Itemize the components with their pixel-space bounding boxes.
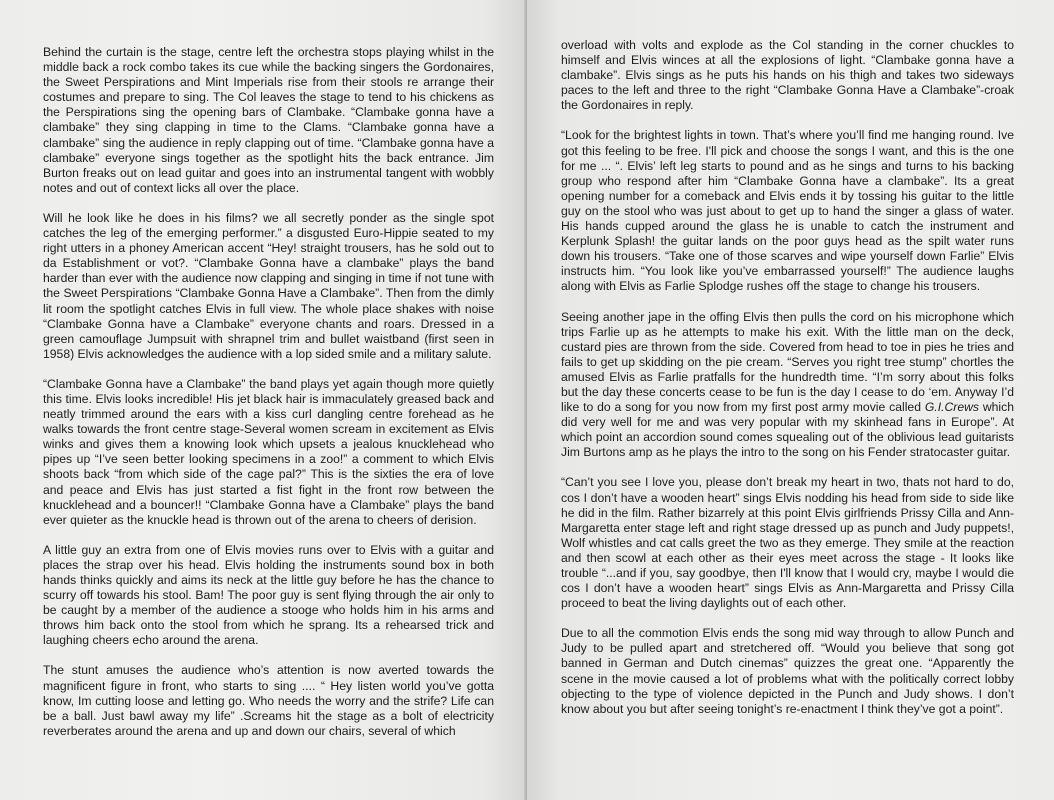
right-paragraph-2: “Look for the brightest lights in town. That’s where you’ll find me hanging round. Ive got this feeling to be free. I'll pick and choose the songs I want, and this is the one for me ... “. Elvis’ left leg starts to pound and as he sings and turns to his backing group who respond after him “Clambake Gonna have a clambake”. Its a great opening number for a comeback and Elvis ends it by tossing his guitar to the little guy on the stool who was just about to get up to hand the singer a glass of water. His hands cupped around the glass he is unable to catch the instrument and Kerplunk Splash! the guitar lands on the poor guys head as the spilt water runs down his trousers. “Take one of those scarves and wipe yourself down Farlie” Elvis instructs him. “You look like you’ve embarrassed yourself!” The audience laughs along with Elvis as Farlie Splodge rushes off the stage to change his trousers. xyxy=(561,128,1014,294)
left-paragraph-2: Will he look like he does in his films? we all secretly ponder as the single spot catches the leg of the emerging performer.” a disgusted Euro-Hippie seated to my right utters in a phoney American accent “Hey! straight trousers, has he sold out to da Establishment or vot?. “Clambake Gonna have a clambake” plays the band harder than ever with the audience now clapping and singing in time if not tune with the Sweet Perspirations “Clambake Gonna Have a Clambake”. Then from the dimly lit room the spotlight catches Elvis in full view. The whole place shakes with noise “Clambake Gonna have a Clambake” everyone chants and roars. Dressed in a green camouflage Jumpsuit with shrapnel trim and bullet waistband (first seen in 1958) Elvis acknowledges the audience with a lop sided smile and a military salute. xyxy=(43,210,494,361)
right-paragraph-4: “Can’t you see I love you, please don’t break my heart in two, thats not hard to do, cos I don’t have a wooden heart” sings Elvis nodding his head from side to side like he did in the film. Rather bizarrely at this point Elvis girlfriends Prissy Cilla and Ann-Margaretta enter stage left and right stage dressed up as punch and Judy puppets!, Wolf whistles and cat calls greet the two as they emerge. They smile at the reaction and then scowl at each other as their eyes meet across the stage - It looks like trouble “...and if you, say goodbye, then I'll know that I would cry, maybe I would die cos I don’t have a wooden heart” sings Elvis as Ann-Margaretta and Prissy Cilla proceed to beat the living daylights out of each other. xyxy=(561,475,1014,611)
left-paragraph-5: The stunt amuses the audience who’s attention is now averted towards the magnificent figure in front, who starts to sing .... “ Hey listen world you’ve gotta know, Im cutting loose and letting go. Who needs the worry and the strife? Life can be a ball. Just bawl away my life” .Screams hit the stage as a bolt of electricity reverberates around the arena and up and down our chairs, several of which xyxy=(43,663,494,738)
right-page xyxy=(527,0,1054,800)
right-paragraph-1: overload with volts and explode as the Col standing in the corner chuckles to himself and Elvis winces at all the explosions of light. “Clambake gonna have a clambake”. Elvis sings as he puts his hands on his thigh and takes two sideways paces to the left and three to the right “Clambake Gonna Have a Clambake”-croak the Gordonaires in reply. xyxy=(561,38,1014,113)
right-paragraph-3-text-a: Seeing another jape in the offing Elvis then pulls the cord on his microphone which trips Farlie up as he attempts to make his exit. With the little man on the deck, custard pies are thrown from the side. Covered from head to toe in pies he tries and fails to get up skidding on the pie cream. “Serves you right tree stump” chortles the amused Elvis as Farlie pratfalls for the hundredth time. “I’m sorry about this folks but the day these concerts cease to be fun is the day I cease to do ‘em. Anyway I’d like to do a song for you now from my first post army movie called xyxy=(561,309,1014,415)
right-paragraph-3-text-b: which did very well for me and was very popular with my skinhead fans in Europe”. At which point an accordion sound comes squealing out of the oblivious lead guitarists Jim Burtons amp as he plays the intro to the song on his Fender stratocaster guitar. xyxy=(561,400,1015,460)
left-paragraph-4: A little guy an extra from one of Elvis movies runs over to Elvis with a guitar and places the strap over his head. Elvis holding the instruments sound box in both hands thinks quickly and aims its neck at the little guy before he has the chance to scurry off towards his stool. Bam! The poor guy is sent flying through the air only to be caught by a member of the audience a stooge who holds him in his arms and throws him back onto the stool from which he sprang. Its a rehearsed trick and laughing cheers echo around the arena. xyxy=(43,542,494,648)
movie-title: G.I.Crews xyxy=(924,400,979,415)
left-paragraph-3: “Clambake Gonna have a Clambake” the band plays yet again though more quietly this time. Elvis looks incredible! His jet black hair is immaculately greased back and neatly trimmed around the ears with a kiss curl dangling centre forehead as he walks towards the front centre stage-Several women scream in excitement as Elvis winks and gives them a knowing look which upsets a jealous knucklehead who pipes up “I’ve seen better looking specimens in a zoo!” a comment to which Elvis shoots back “from which side of the cage pal?” This is the sixties the era of love and peace and Elvis has just started a fist fight in the front row between the knucklehead and a bouncer!! “Clambake Gonna have a Clambake” plays the band ever quieter as the knuckle head is thrown out of the arena to cheers of derision. xyxy=(43,376,494,527)
left-paragraph-1: Behind the curtain is the stage, centre left the orchestra stops playing whilst in the middle back a rock combo takes its cue while the backing singers the Gordonaires, the Sweet Perspirations and Mint Imperials rise from their stools re arrange their costumes and prepare to sing. The Col leaves the stage to tend to his chickens as the Perspirations sing the opening bars of Clambake. “Clambake gonna have a clambake” they sing clapping in time to the Clams. “Clambake gonna have a clambake” sing the audience in reply clapping out of time. “Clambake gonna have a clambake” everyone sings together as the spotlight hits the back entrance. Jim Burton freaks out on lead guitar and goes into an instrumental tangent with wobbly notes and out of context licks all over the place. xyxy=(43,45,494,195)
right-paragraph-5: Due to all the commotion Elvis ends the song mid way through to allow Punch and Judy to be pulled apart and stretchered off. “Would you believe that song got banned in German and Dutch cinemas” quizzes the great one. “Apparently the scene in the movie caused a lot of problems what with the politically correct lobby objecting to the type of violence depicted in the Punch and Judy shows. I don’t know about you but after seeing tonight’s re-enactment I think they’ve got a point”. xyxy=(561,626,1014,716)
right-paragraph-3 xyxy=(561,310,1014,461)
